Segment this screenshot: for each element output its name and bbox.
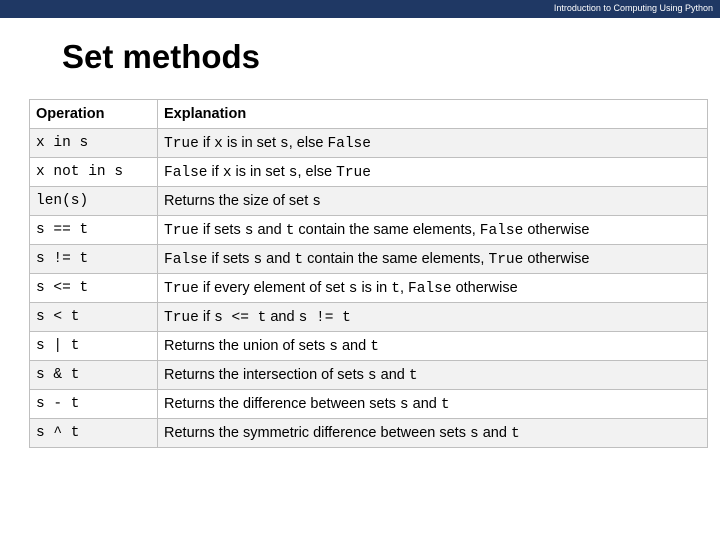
page-title: Set methods <box>62 38 261 75</box>
explanation-text: , else <box>288 134 328 151</box>
code-text: s <box>253 251 263 268</box>
explanation-cell <box>158 245 708 274</box>
operation-cell: s == t <box>30 216 158 245</box>
explanation-text: and <box>253 221 286 238</box>
code-text: s <box>280 135 289 152</box>
table-row <box>30 274 708 303</box>
operation-cell: s <= t <box>30 274 158 303</box>
code-text: t <box>408 367 418 384</box>
explanation-text: otherwise <box>523 250 590 267</box>
explanation-text: Returns the symmetric difference between sets <box>164 424 470 441</box>
code-text: s <box>288 164 298 181</box>
explanation-text: otherwise <box>451 279 518 296</box>
explanation-cell <box>158 187 708 216</box>
table-header-row <box>30 100 708 129</box>
code-text: True <box>164 135 199 152</box>
operation-cell: s ^ t <box>30 419 158 448</box>
code-text: True <box>164 222 199 239</box>
header-explanation: Explanation <box>158 100 708 129</box>
operation-cell: s | t <box>30 332 158 361</box>
explanation-cell <box>158 274 708 303</box>
table-row <box>30 303 708 332</box>
explanation-cell <box>158 303 708 332</box>
explanation-text: Returns the intersection of sets <box>164 366 368 383</box>
code-text: x <box>214 135 223 152</box>
table-row <box>30 361 708 390</box>
explanation-text: and <box>478 424 511 441</box>
code-text: s <box>244 222 254 239</box>
operation-cell: len(s) <box>30 187 158 216</box>
code-text: False <box>327 135 371 152</box>
code-text: s != t <box>298 309 351 326</box>
explanation-text: if <box>198 308 215 325</box>
table-row <box>30 158 708 187</box>
operation-cell: s - t <box>30 390 158 419</box>
explanation-text: and <box>337 337 371 354</box>
code-text: t <box>391 280 400 297</box>
explanation-text: is in set <box>231 163 289 180</box>
explanation-cell <box>158 390 708 419</box>
set-methods-table <box>29 99 708 448</box>
code-text: False <box>479 222 524 239</box>
explanation-cell <box>158 216 708 245</box>
code-text: t <box>294 251 304 268</box>
explanation-text: if sets <box>198 221 245 238</box>
header-operation: Operation <box>30 100 158 129</box>
code-text: x <box>222 164 232 181</box>
code-text: True <box>164 309 199 326</box>
table-row <box>30 419 708 448</box>
code-text: s <box>348 280 358 297</box>
explanation-text: Returns the union of sets <box>164 337 330 354</box>
code-text: True <box>488 251 524 268</box>
code-text: t <box>510 425 520 442</box>
table-row <box>30 390 708 419</box>
explanation-text: is in set <box>222 134 281 151</box>
explanation-cell <box>158 332 708 361</box>
explanation-text: , <box>399 279 409 296</box>
explanation-text: and <box>262 250 295 267</box>
explanation-text: and <box>376 366 409 383</box>
code-text: False <box>164 251 208 268</box>
table-row <box>30 216 708 245</box>
explanation-text: and <box>266 308 299 325</box>
table-row <box>30 245 708 274</box>
code-text: s <box>469 425 479 442</box>
operation-cell: s & t <box>30 361 158 390</box>
explanation-text: if <box>198 134 215 151</box>
explanation-text: if <box>207 163 223 180</box>
explanation-cell <box>158 419 708 448</box>
explanation-text: Returns the difference between sets <box>164 395 400 412</box>
explanation-text: contain the same elements, <box>303 250 489 267</box>
code-text: s <box>399 396 409 413</box>
code-text: True <box>336 164 371 181</box>
table-row <box>30 332 708 361</box>
table-row <box>30 187 708 216</box>
explanation-text: otherwise <box>523 221 590 238</box>
header-bar <box>0 0 720 18</box>
code-text: s <box>329 338 338 355</box>
code-text: t <box>440 396 450 413</box>
table-row <box>30 129 708 158</box>
explanation-text: contain the same elements, <box>294 221 480 238</box>
code-text: t <box>370 338 379 355</box>
explanation-text: if every element of set <box>198 279 349 296</box>
code-text: True <box>164 280 199 297</box>
code-text: False <box>164 164 208 181</box>
code-text: False <box>408 280 452 297</box>
code-text: s <= t <box>214 309 267 326</box>
code-text: s <box>312 193 321 210</box>
explanation-text: Returns the size of set <box>164 192 313 209</box>
explanation-text: , else <box>297 163 337 180</box>
explanation-text: is in <box>357 279 392 296</box>
explanation-text: and <box>408 395 441 412</box>
explanation-text: if sets <box>207 250 254 267</box>
course-title: Introduction to Computing Using Python <box>553 3 713 13</box>
code-text: t <box>285 222 295 239</box>
operation-cell: x not in s <box>30 158 158 187</box>
explanation-cell <box>158 361 708 390</box>
operation-cell: x in s <box>30 129 158 158</box>
operation-cell: s < t <box>30 303 158 332</box>
operation-cell: s != t <box>30 245 158 274</box>
code-text: s <box>367 367 377 384</box>
explanation-cell <box>158 158 708 187</box>
explanation-cell <box>158 129 708 158</box>
